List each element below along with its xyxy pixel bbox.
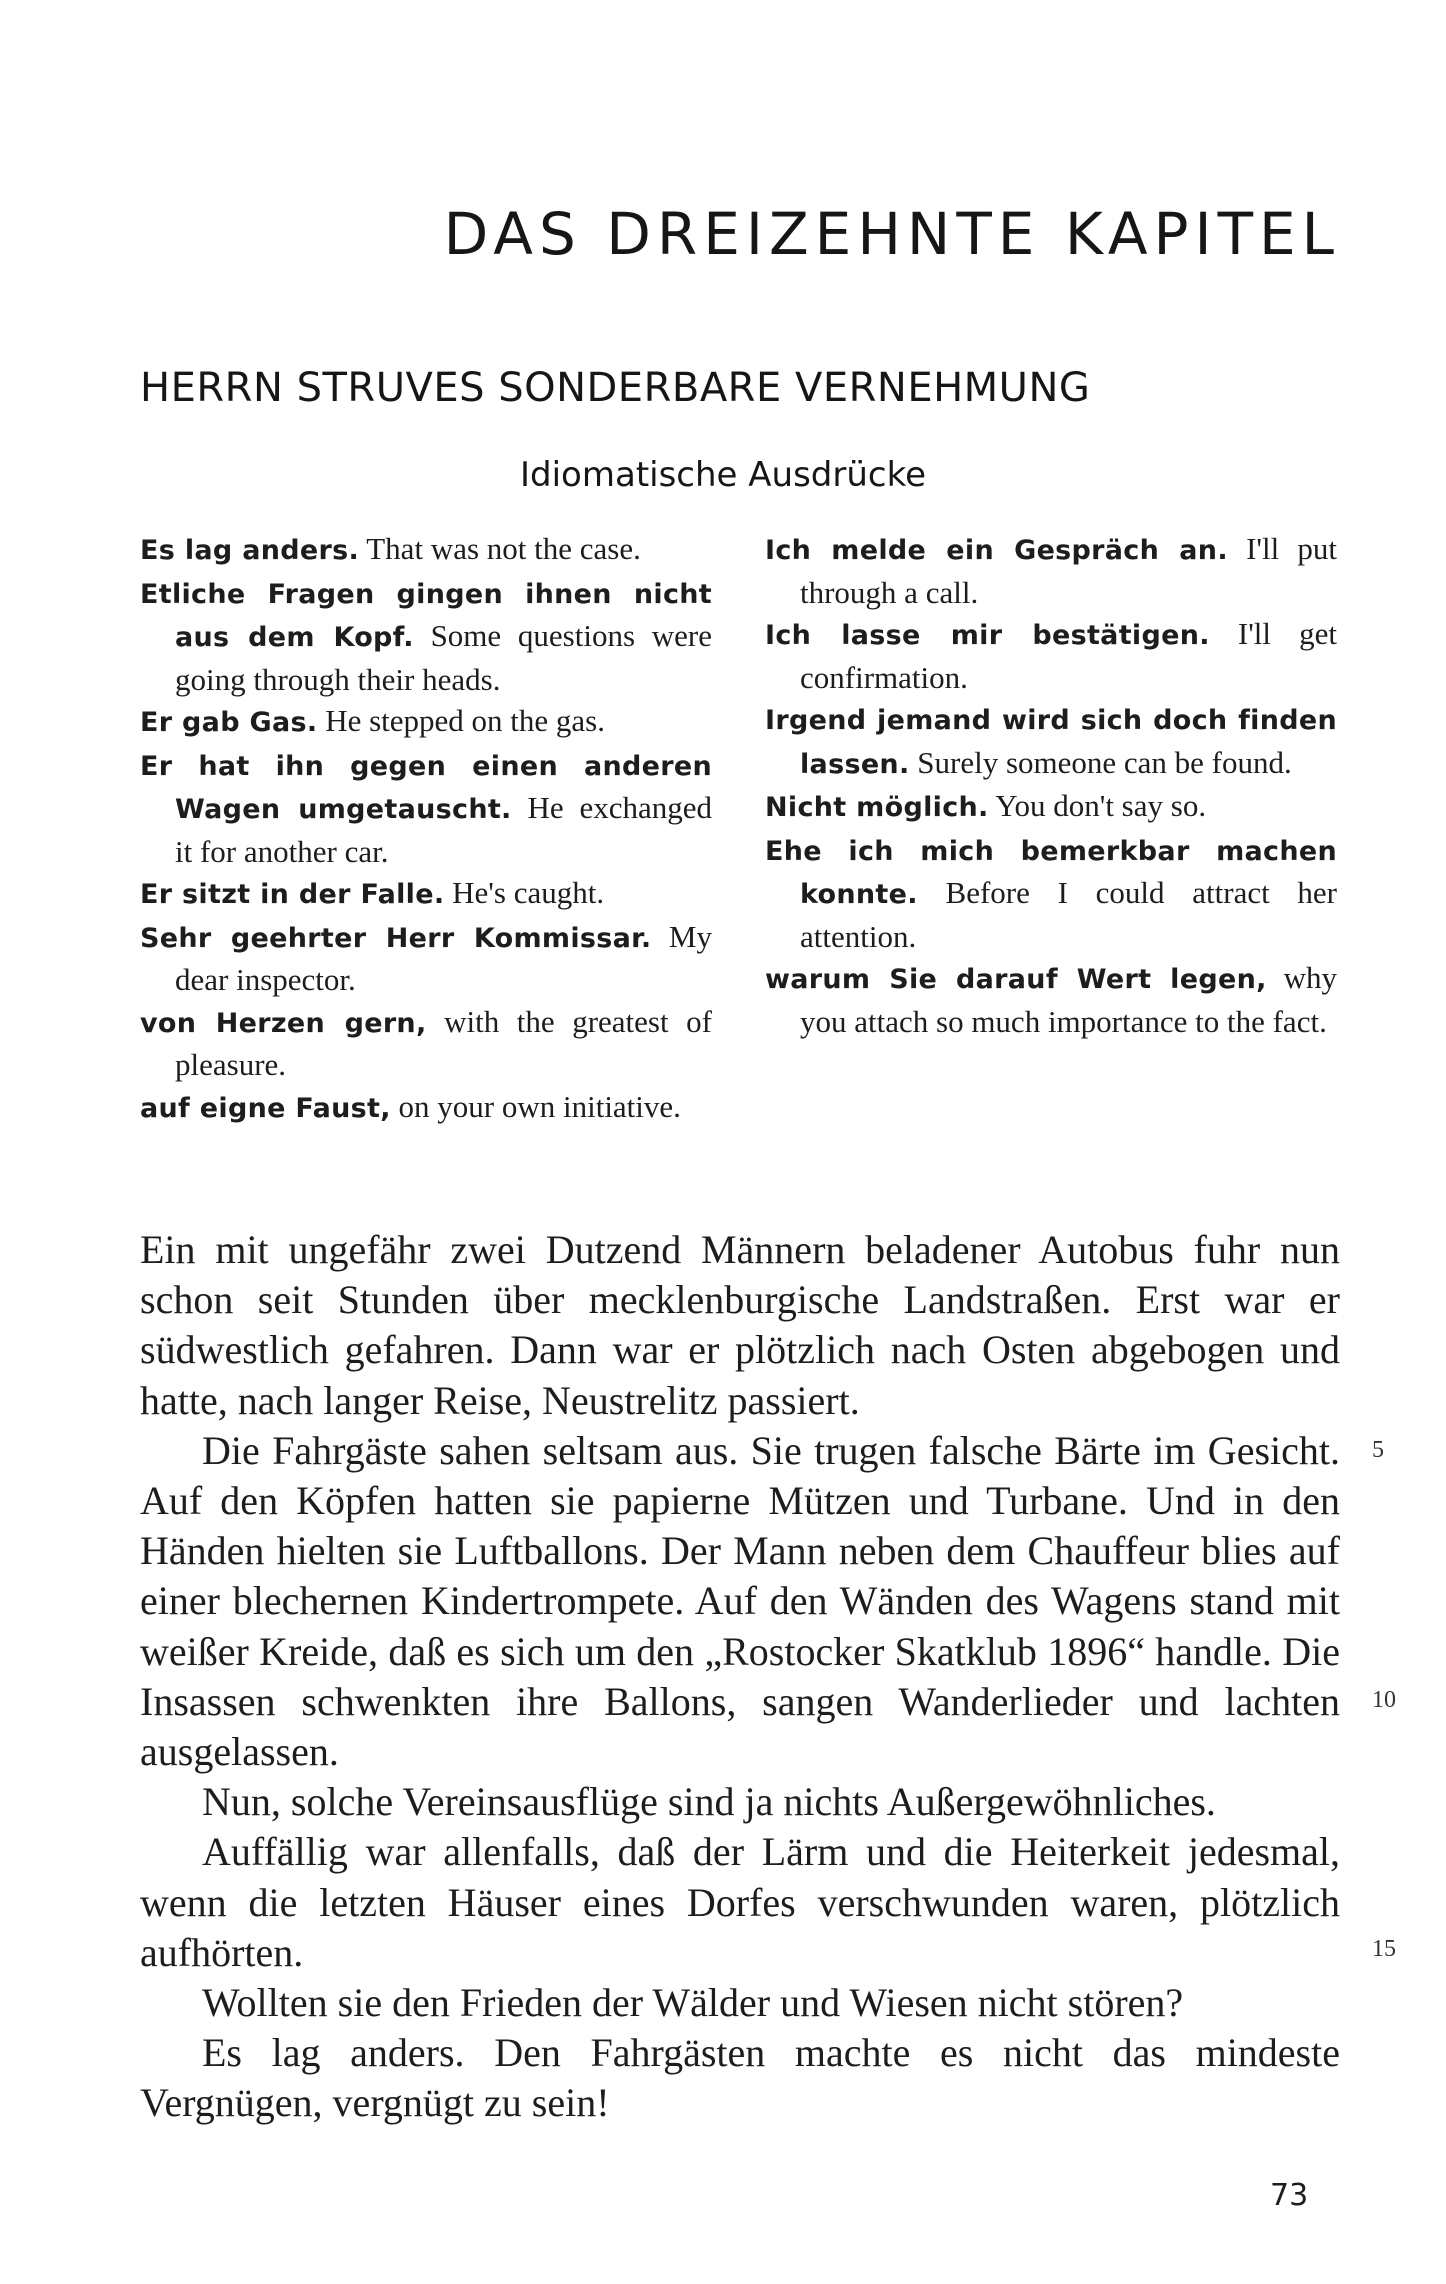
page-number: 73 xyxy=(1270,2178,1309,2213)
idiom-entry xyxy=(765,957,1337,1042)
paragraph: Nun, solche Vereinsausflüge sind ja nichts Außergewöhnliches. xyxy=(202,1779,1216,1825)
idiom-german: Irgend jemand wird sich doch finden lassen. xyxy=(765,705,1337,780)
idiom-english: on your own initiative. xyxy=(398,1088,681,1124)
idiom-entry xyxy=(140,528,712,572)
idiom-english: Before I could attract her attention. xyxy=(800,875,1338,954)
idiom-german: Ich melde ein Gespräch an. xyxy=(765,535,1228,566)
paragraph: Auffällig war allenfalls, daß der Lärm und die Heiterkeit jedesmal, wenn die letzten Häuser eines Dorfes verschwunden waren, plötzlich aufhörten. xyxy=(140,1829,1340,1975)
idiom-entry xyxy=(765,829,1337,958)
paragraph: Es lag anders. Den Fahrgästen machte es nicht das mindeste Vergnügen, vergnügt zu sein! xyxy=(140,2030,1340,2126)
paragraph: Die Fahrgäste sahen seltsam aus. Sie trugen falsche Bärte im Gesicht. Auf den Köpfen hatten sie papierne Mützen und Turbane. Und in den Händen hielten sie Luftballons. Der Mann neben dem Chauffeur blies auf einer blechernen Kindertrompete. Auf den Wänden des Wagens stand mit weißer Kreide, daß es sich um den „Rostocker Skatklub 1896“ handle. Die Insassen schwenkten ihre Ballons, sangen Wanderlieder und lachten ausgelassen. xyxy=(140,1427,1340,1775)
idiom-entry xyxy=(765,698,1337,785)
idiom-german: Er hat ihn gegen einen anderen Wagen umgetauscht. xyxy=(140,750,712,825)
idiom-english: He's caught. xyxy=(452,875,605,910)
idiom-english: why you attach so much importance to the fact. xyxy=(800,960,1337,1039)
idiom-entry xyxy=(765,528,1337,613)
idiom-english: My dear inspector. xyxy=(175,918,712,997)
idiom-english: Some questions were going through their heads. xyxy=(175,618,712,697)
line-number: 15 xyxy=(1372,1936,1396,1962)
idiom-german: Er sitzt in der Falle. xyxy=(140,879,445,910)
idiom-english: You don't say so. xyxy=(995,788,1207,823)
idioms-column-right xyxy=(765,528,1337,1042)
idiom-german: Ehe ich mich bemerkbar machen konnte. xyxy=(765,835,1337,910)
paragraph: Wollten sie den Frieden der Wälder und Wiesen nicht stören? xyxy=(202,1980,1184,2026)
idiom-german: auf eigne Faust, xyxy=(140,1092,391,1124)
idiom-entry xyxy=(765,613,1337,698)
idiom-german: Es lag anders. xyxy=(140,535,360,566)
idioms-heading: Idiomatische Ausdrücke xyxy=(520,455,926,495)
idiom-german: Sehr geehrter Herr Kommissar. xyxy=(140,922,652,954)
chapter-title: DAS DREIZEHNTE KAPITEL xyxy=(443,200,1340,268)
idiom-entry xyxy=(140,872,712,916)
idiom-german: von Herzen gern, xyxy=(140,1007,427,1039)
idiom-entry xyxy=(140,572,712,701)
main-text xyxy=(140,1225,1340,2129)
idiom-german: Er gab Gas. xyxy=(140,707,318,738)
idiom-entry xyxy=(765,785,1337,829)
idiom-german: Nicht möglich. xyxy=(765,792,989,823)
idiom-english: He stepped on the gas. xyxy=(325,703,605,738)
paragraph: Ein mit ungefähr zwei Dutzend Männern beladener Autobus fuhr nun schon seit Stunden über mecklenburgische Landstraßen. Erst war er südwestlich gefahren. Dann war er plötzlich nach Osten abgebogen und hatte, nach langer Reise, Neustrelitz passiert. xyxy=(140,1227,1340,1423)
idiom-entry xyxy=(140,744,712,873)
section-title: HERRN STRUVES SONDERBARE VERNEHMUNG xyxy=(140,365,1091,411)
line-number: 10 xyxy=(1372,1687,1396,1713)
idiom-entry xyxy=(140,916,712,1001)
idiom-english: with the greatest of pleasure. xyxy=(175,1003,712,1082)
idiom-english: I'll put through a call. xyxy=(800,531,1337,610)
idiom-entry xyxy=(140,700,712,744)
idiom-entry xyxy=(140,1001,712,1086)
idiom-english: He exchanged it for another car. xyxy=(175,790,713,869)
idiom-german: Etliche Fragen gingen ihnen nicht aus dem Kopf. xyxy=(140,578,712,653)
line-number: 5 xyxy=(1372,1437,1384,1463)
idiom-entry xyxy=(140,1086,712,1130)
idiom-english: I'll get confirmation. xyxy=(800,616,1337,695)
idioms-column-left xyxy=(140,528,712,1129)
idiom-german: warum Sie darauf Wert legen, xyxy=(765,964,1267,995)
idiom-english: Surely someone can be found. xyxy=(917,744,1292,780)
idiom-german: Ich lasse mir bestätigen. xyxy=(765,620,1210,651)
idiom-english: That was not the case. xyxy=(366,531,641,566)
